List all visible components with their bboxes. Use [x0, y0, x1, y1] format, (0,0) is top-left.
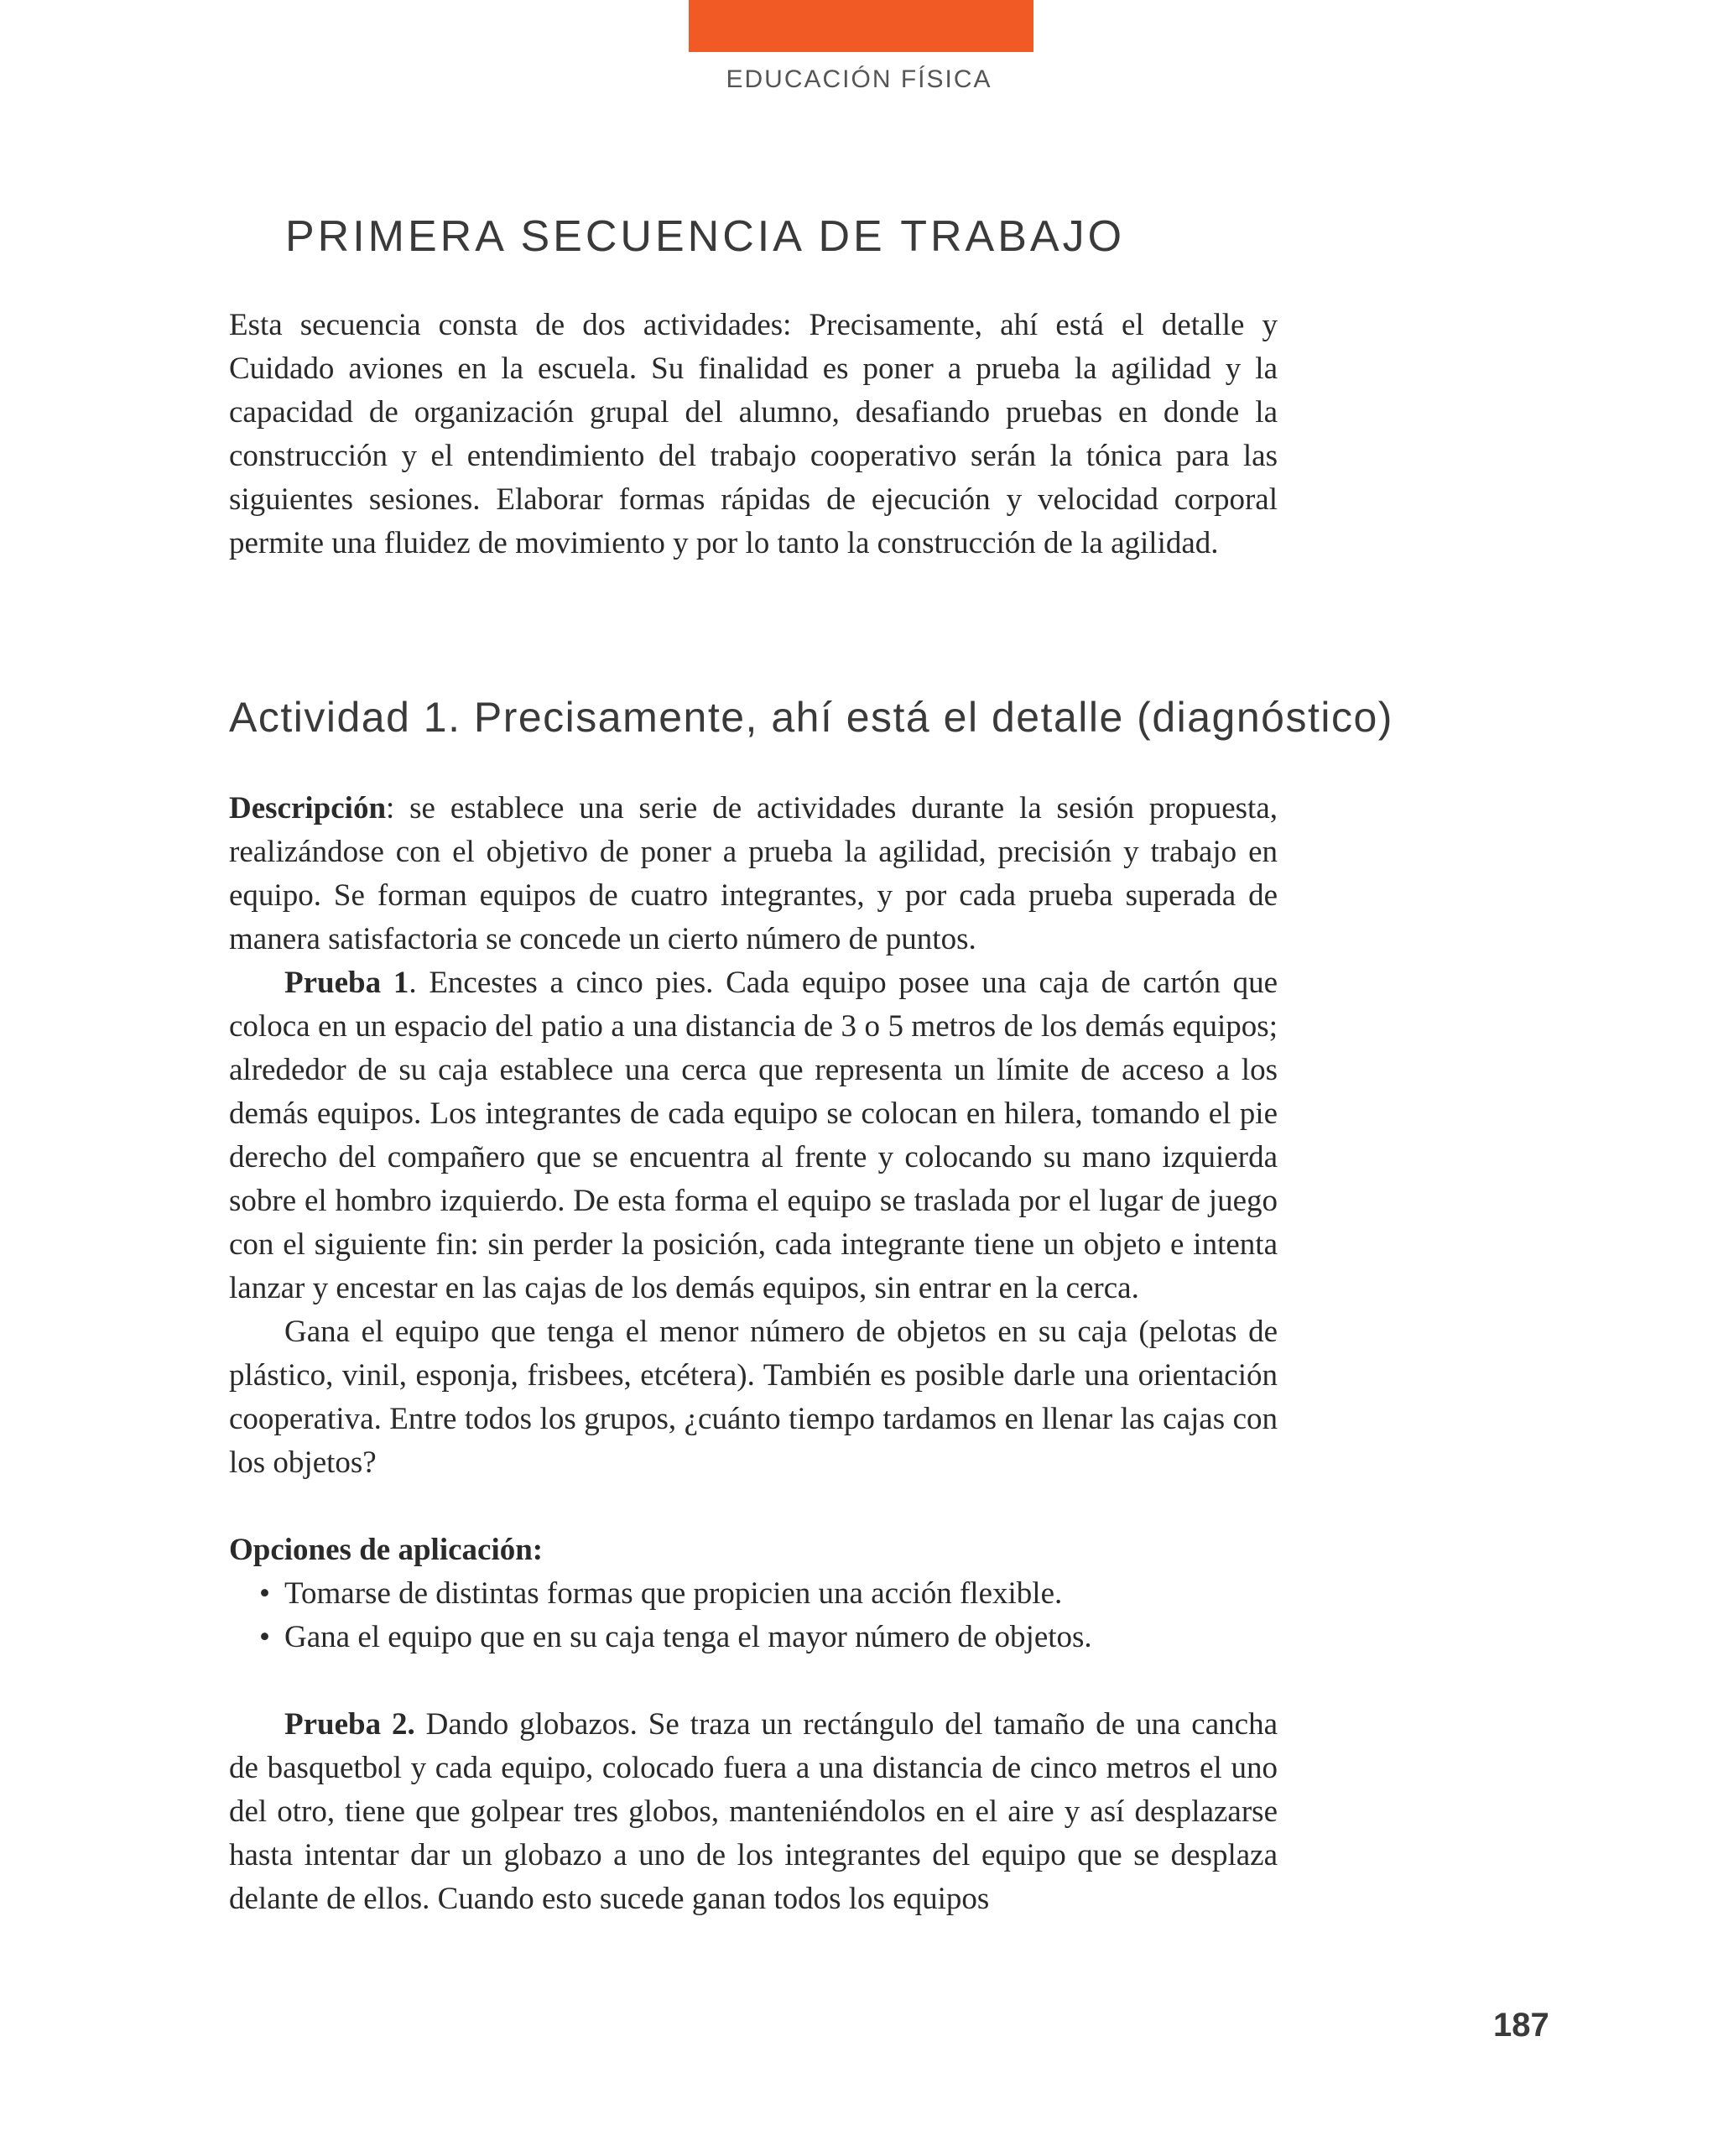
spacer — [229, 1659, 1278, 1703]
activity-title: Actividad 1. Precisamente, ahí está el detalle (diagnóstico) — [229, 694, 1393, 741]
prueba1-paragraph — [229, 961, 1278, 1310]
page-number: 187 — [1493, 2007, 1549, 2044]
description-paragraph — [229, 787, 1278, 961]
prueba2-paragraph — [229, 1703, 1278, 1921]
bullet-icon: • — [259, 1620, 270, 1654]
running-head: EDUCACIÓN FÍSICA — [726, 65, 992, 93]
header-accent-bar — [689, 0, 1033, 52]
prueba1-text: . Encestes a cinco pies. Cada equipo posee una caja de cartón que coloca en un espacio del patio a una distancia de 3 o 5 metros de los demás equipos; alrededor de su caja establece una cerca que representa un límite de acceso a los demás equipos. Los integrantes de cada equipo se colocan en hilera, tomando el pie derecho del compañero que se encuentra al frente y colocando su mano izquierda sobre el hombro izquierdo. De esta forma el equipo se traslada por el lugar de juego con el siguiente fin: sin perder la posición, cada integrante tiene un objeto e intenta lanzar y encestar en las cajas de los demás equipos, sin entrar en la cerca. — [229, 966, 1278, 1305]
prueba1-label: Prueba 1 — [284, 966, 409, 1000]
description-label: Descripción — [229, 791, 387, 825]
option-text: Tomarse de distintas formas que propicien una acción flexible. — [284, 1576, 1063, 1611]
options-heading: Opciones de aplicación: — [229, 1533, 544, 1567]
intro-paragraph: Esta secuencia consta de dos actividades: Precisamente, ahí está el detalle y Cuidado aviones en la escuela. Su finalidad es poner a prueba la agilidad y la capacidad de organización grupal del alumno, desafiando pruebas en donde la construcción y el entendimiento del trabajo cooperativo serán la tónica para las siguientes sesiones. Elaborar formas rápidas de ejecución y velocidad corporal permite una fluidez de movimiento y por lo tanto la construcción de la agilidad. — [229, 308, 1278, 560]
prueba2-text: Dando globazos. Se traza un rectángulo del tamaño de una cancha de basquetbol y cada equipo, colocado fuera a una distancia de cinco metros el uno del otro, tiene que golpear tres globos, manteniéndolos en el aire y así desplazarse hasta intentar dar un globazo a uno de los integrantes del equipo que se desplaza delante de ellos. Cuando esto sucede ganan todos los equipos — [229, 1707, 1278, 1916]
spacer — [229, 1485, 1278, 1528]
intro-block — [229, 304, 1278, 565]
prueba2-label: Prueba 2. — [284, 1707, 415, 1742]
section-title: PRIMERA SECUENCIA DE TRABAJO — [285, 212, 1126, 261]
options-list — [229, 1572, 1278, 1659]
description-text: : se establece una serie de actividades durante la sesión propuesta, realizándose con el objetivo de poner a prueba la agilidad, precisión y trabajo en equipo. Se forman equipos de cuatro integrantes, y por cada prueba superada de manera satisfactoria se concede un cierto número de puntos. — [229, 791, 1278, 956]
list-item — [229, 1616, 1278, 1659]
activity-body — [229, 787, 1278, 1921]
option-text: Gana el equipo que en su caja tenga el mayor número de objetos. — [284, 1620, 1092, 1654]
list-item — [229, 1572, 1278, 1616]
gana-paragraph: Gana el equipo que tenga el menor número de objetos en su caja (pelotas de plástico, vinil, esponja, frisbees, etcétera). También es posible darle una orientación cooperativa. Entre todos los grupos, ¿cuánto tiempo tardamos en llenar las cajas con los objetos? — [229, 1315, 1278, 1480]
bullet-icon: • — [259, 1576, 270, 1611]
